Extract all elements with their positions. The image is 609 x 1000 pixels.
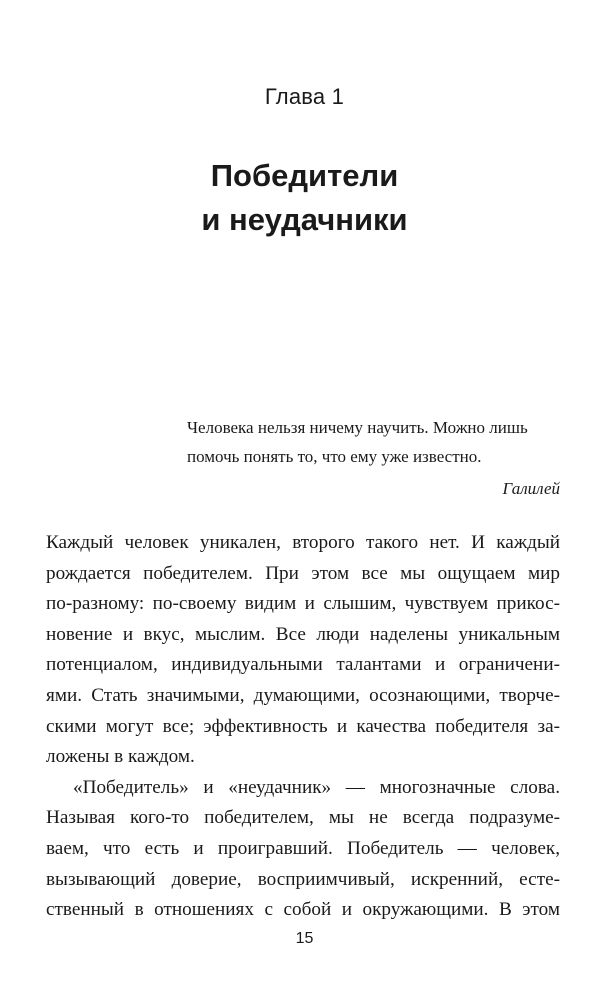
body-line: вызывающий доверие, восприимчивый, искренний, есте-	[46, 868, 560, 890]
body-text	[46, 528, 560, 926]
page-number: 15	[295, 930, 314, 947]
body-line: ваем, что есть и проигравший. Победитель — человек,	[46, 837, 560, 859]
epigraph-line-1: Человека нельзя ничему научить. Можно лишь	[187, 418, 528, 437]
body-line: «Победитель» и «неудачник» — многозначные слова.	[73, 776, 560, 798]
body-line: по-разному: по-своему видим и слышим, чувствуем прикос-	[46, 593, 560, 615]
body-line: ями. Стать значимыми, думающими, осознающими, творче-	[46, 684, 560, 706]
body-line: рождается победителем. При этом все мы ощущаем мир	[46, 562, 560, 584]
chapter-title	[0, 154, 609, 242]
body-line: скими могут все; эффективность и качества победителя за-	[46, 715, 560, 737]
body-line: потенциалом, индивидуальными талантами и ограничени-	[46, 654, 560, 676]
epigraph-line-2: помочь понять то, что ему уже известно.	[187, 447, 482, 466]
body-line: новение и вкус, мыслим. Все люди наделены уникальным	[46, 623, 560, 645]
epigraph-author: Галилей	[502, 479, 560, 498]
chapter-title-line-2: и неудачники	[201, 202, 408, 237]
body-line: ложены в каждом.	[46, 746, 195, 768]
chapter-label: Глава 1	[264, 84, 345, 109]
body-line: ственный в отношениях с собой и окружающими. В этом	[46, 899, 560, 921]
epigraph	[187, 413, 567, 471]
body-line: Называя кого-то победителем, мы не всегда подразуме-	[46, 807, 560, 829]
chapter-title-line-1: Победители	[210, 158, 399, 193]
body-line: Каждый человек уникален, второго такого нет. И каждый	[46, 532, 560, 553]
